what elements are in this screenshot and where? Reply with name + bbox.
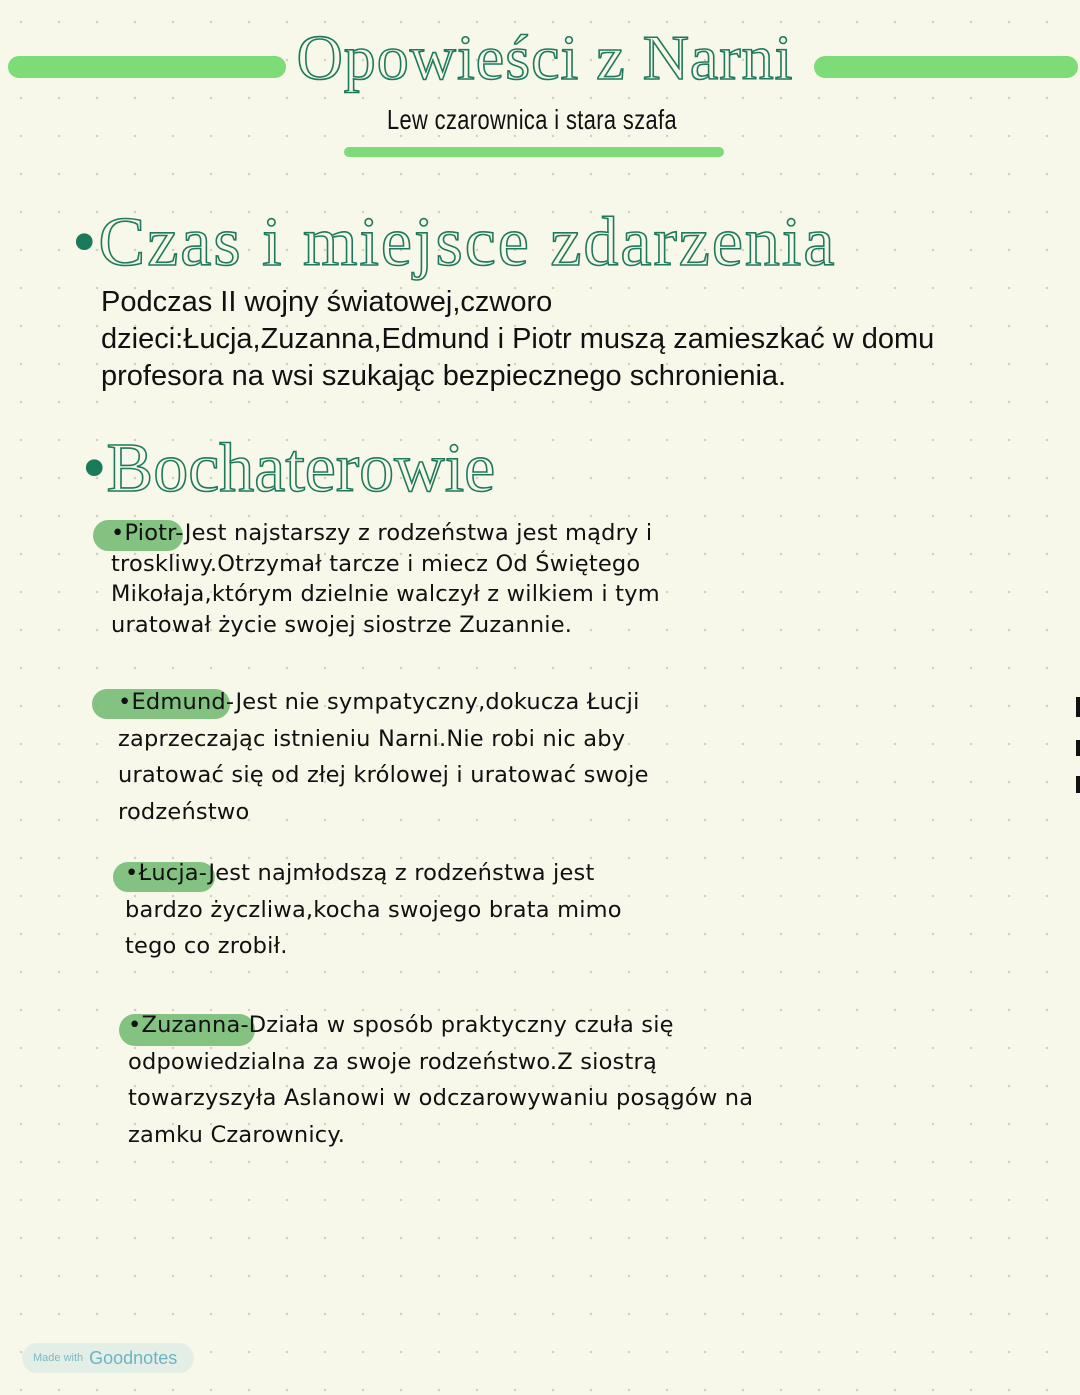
cropped-text-fragment (1076, 740, 1080, 756)
text-line: odpowiedzialna za swoje rodzeństwo.Z siostrą (128, 1048, 657, 1075)
section-heading-characters (82, 424, 495, 514)
text-line: Jest najmłodszą z rodzeństwa jest (208, 860, 595, 886)
character-zuzanna (128, 1007, 753, 1153)
section-heading-text: Czas i miejsce zdarzenia (98, 204, 837, 281)
character-name: •Edmund- (118, 689, 236, 715)
goodnotes-badge[interactable] (22, 1343, 194, 1373)
section-heading-text: Bochaterowie (106, 430, 496, 507)
badge-prefix: Made with (33, 1352, 84, 1364)
character-name: •Piotr (111, 520, 176, 546)
text-line: uratował życie swojej siostrze Zuzannie. (111, 611, 573, 638)
text-line: towarzyszyła Aslanowi w odczarowywaniu posągów na (128, 1085, 754, 1111)
bullet-icon: • (82, 430, 107, 507)
character-piotr (111, 518, 660, 640)
page-subtitle: Lew czarownica i stara szafa (386, 104, 678, 135)
bullet-icon: • (72, 204, 99, 281)
title-bar-left (8, 56, 286, 78)
text-line: tego co zrobił. (125, 933, 288, 959)
title-bar-right (814, 56, 1078, 78)
text-line: uratować się od złej królowej i uratować swoje (118, 762, 649, 788)
subtitle-underline (344, 147, 724, 157)
setting-paragraph (101, 284, 1021, 395)
cropped-text-fragment (1076, 776, 1080, 793)
character-name: •Zuzanna- (128, 1012, 249, 1038)
text-line: zaprzeczając istnieniu Narni.Nie robi nic aby (118, 725, 626, 752)
goodnotes-logo: Goodnotes (89, 1347, 178, 1368)
cropped-text-fragment (1076, 697, 1080, 717)
text-line: Podczas II wojny światowej,czworo (101, 286, 553, 318)
character-name: •Łucja- (125, 860, 209, 886)
character-edmund (118, 684, 649, 830)
text-line: profesora na wsi szukając bezpiecznego schronienia. (101, 360, 787, 392)
text-line: rodzeństwo (118, 798, 250, 825)
page-title: Opowieści z Narni (296, 22, 794, 93)
section-heading-setting (72, 198, 836, 288)
text-line: -Jest najstarszy z rodzeństwa jest mądry i (175, 520, 653, 546)
text-line: troskliwy.Otrzymał tarcze i miecz Od Świętego (111, 550, 641, 577)
text-line: Działa w sposób praktyczny czuła się (248, 1012, 674, 1038)
text-line: zamku Czarownicy. (128, 1121, 346, 1148)
character-lucja (125, 855, 622, 965)
text-line: Mikołaja,którym dzielnie walczył z wilkiem i tym (111, 581, 660, 607)
text-line: bardzo życzliwa,kocha swojego brata mimo (125, 896, 622, 923)
text-line: dzieci:Łucja,Zuzanna,Edmund i Piotr muszą zamieszkać w domu (101, 323, 935, 355)
text-line: Jest nie sympatyczny,dokucza Łucji (235, 689, 640, 715)
